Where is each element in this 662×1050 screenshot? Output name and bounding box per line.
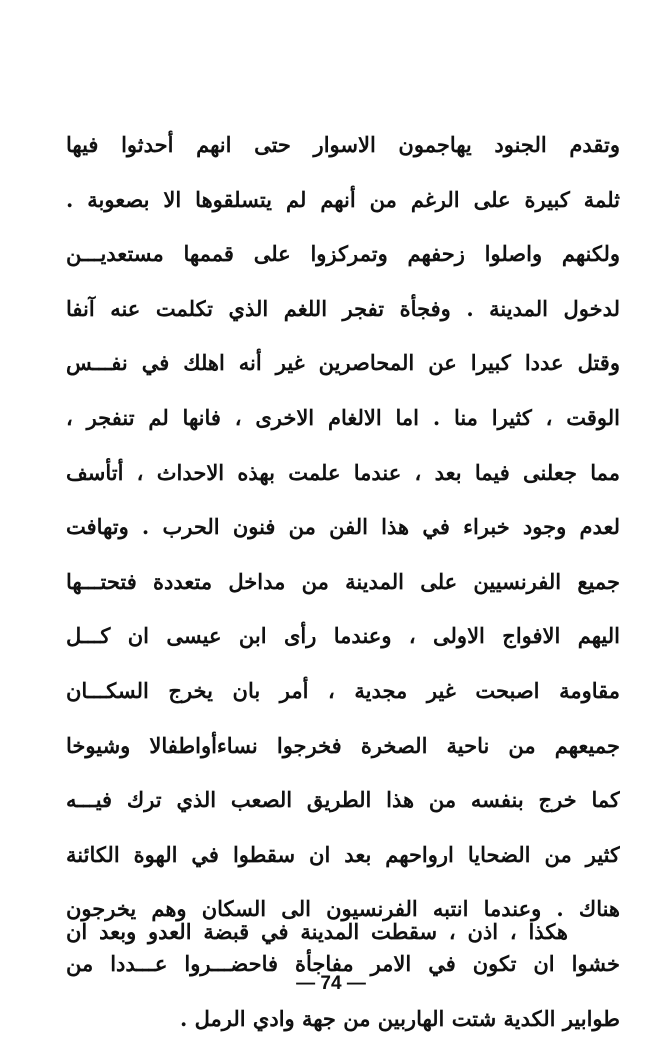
text-line: اليهم الافواج الاولى ، وعندما رأى ابن عيسى ان كـــل — [66, 623, 620, 649]
text-line: هناك . وعندما انتبه الفرنسيون الى السكان وهم يخرجون — [66, 896, 620, 922]
text-line: وتقدم الجنود يهاجمون الاسوار حتى انهم أحدثوا فيها — [66, 132, 620, 157]
text-line: كما خرج بنفسه من هذا الطريق الصعب الذي ترك فيـــه — [66, 787, 620, 813]
text-line: جميع الفرنسيين على المدينة من مداخل متعددة فتحتـــها — [66, 568, 620, 594]
text-line: لعدم وجود خبراء في هذا الفن من فنون الحرب . وتهافت — [66, 514, 620, 540]
text-line: خشوا ان تكون في الامر مفاجأة فاحضـــروا عـــددا من — [66, 950, 620, 976]
paragraph-closing-line: هكذا ، اذن ، سقطت المدينة في قبضة العدو وبعد ان — [66, 919, 568, 944]
text-line: مما جعلنى فيما بعد ، عندما علمت بهذه الاحداث ، أتأسف — [66, 459, 620, 485]
text-line: الوقت ، كثيرا منا . اما الالغام الاخرى ، فانها لم تنفجر ، — [66, 404, 620, 430]
text-line: ولكنهم واصلوا زحفهم وتمركزوا على قممها مستعديـــن — [66, 241, 620, 267]
text-line: كثير من الضحايا ارواحهم بعد ان سقطوا في الهوة الكائنة — [66, 841, 620, 867]
text-line: وقتل عددا كبيرا عن المحاصرين غير أنه اهلك في نفـــس — [66, 350, 620, 376]
text-line: طوابير الكدية شتت الهاربين من جهة وادي الرمل . — [180, 1005, 620, 1031]
text-line: ثلمة كبيرة على الرغم من أنهم لم يتسلقوها الا بصعوبة . — [66, 186, 620, 212]
text-line: مقاومة اصبحت غير مجدية ، أمر بان يخرج السكـــان — [66, 677, 620, 703]
text-line: جميعهم من ناحية الصخرة فخرجوا نساءأواطفالا وشيوخا — [66, 732, 620, 758]
text-line: لدخول المدينة . وفجأة تفجر اللغم الذي تكلمت عنه آنفا — [66, 295, 620, 321]
page-number: — 74 — — [296, 973, 366, 994]
